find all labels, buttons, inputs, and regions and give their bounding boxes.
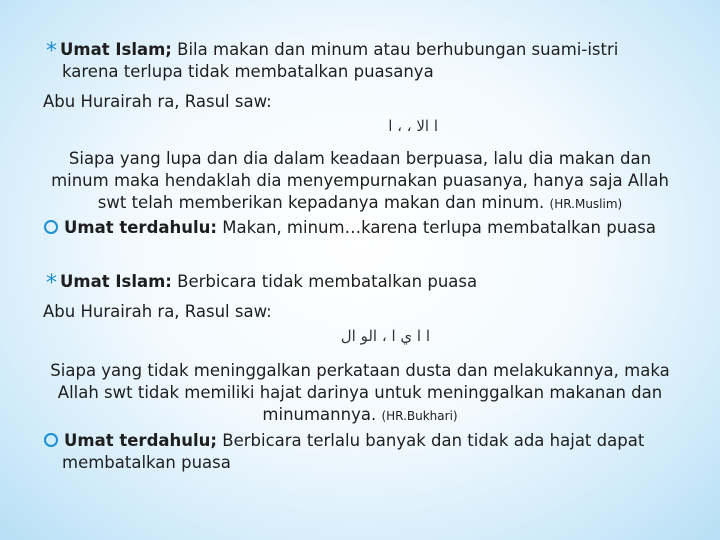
section2-translation-line3 <box>0 404 720 427</box>
section1-prior-text: Makan, minum…karena terlupa membatalkan puasa <box>217 218 656 237</box>
circle-bullet-icon <box>44 220 58 234</box>
section1-translation-line1: Siapa yang lupa dan dia dalam keadaan berpuasa, lalu dia makan dan <box>68 149 652 168</box>
section1-prior-nations <box>44 217 656 239</box>
section2-prior-nations <box>44 430 644 452</box>
section2-translation-text: minumannya. <box>262 405 377 424</box>
section1-prior-bold: Umat terdahulu: <box>64 218 218 237</box>
section1-arabic-text: ا الا ، ، ا <box>388 117 438 135</box>
section1-heading <box>46 38 619 64</box>
section2-arabic-text: ا ا ي ا ، الو ال <box>340 327 430 345</box>
section1-translation-line2: minum maka hendaklah dia menyempurnakan puasanya, hanya saja Allah <box>51 171 669 190</box>
section2-prior-line2: membatalkan puasa <box>62 453 231 472</box>
section1-heading-bold: Umat Islam; <box>60 40 172 59</box>
section2-heading <box>46 270 478 296</box>
section2-narrator: Abu Hurairah ra, Rasul saw: <box>43 302 272 321</box>
section1-source: (HR.Muslim) <box>549 197 623 211</box>
section2-prior-bold: Umat terdahulu; <box>64 431 218 450</box>
section1-narrator: Abu Hurairah ra, Rasul saw: <box>43 92 272 111</box>
section1-translation-text: swt telah memberikan kepadanya makan dan minum. <box>97 193 545 212</box>
star-bullet-icon: * <box>46 271 57 296</box>
section2-source: (HR.Bukhari) <box>381 409 458 423</box>
section1-translation-line3 <box>0 192 720 215</box>
section1-heading-text: Bila makan dan minum atau berhubungan suami-istri <box>171 40 619 59</box>
section2-translation-line2: Allah swt tidak memiliki hajat darinya untuk meninggalkan makanan dan <box>57 383 663 402</box>
section2-prior-text: Berbicara terlalu banyak dan tidak ada hajat dapat <box>217 431 645 450</box>
section2-heading-text: Berbicara tidak membatalkan puasa <box>171 272 478 291</box>
section2-translation-line1: Siapa yang tidak meninggalkan perkataan dusta dan melakukannya, maka <box>50 361 670 380</box>
star-bullet-icon: * <box>46 39 57 64</box>
section1-heading-line2: karena terlupa tidak membatalkan puasanya <box>62 62 434 81</box>
circle-bullet-icon <box>44 433 58 447</box>
section2-heading-bold: Umat Islam: <box>60 272 172 291</box>
